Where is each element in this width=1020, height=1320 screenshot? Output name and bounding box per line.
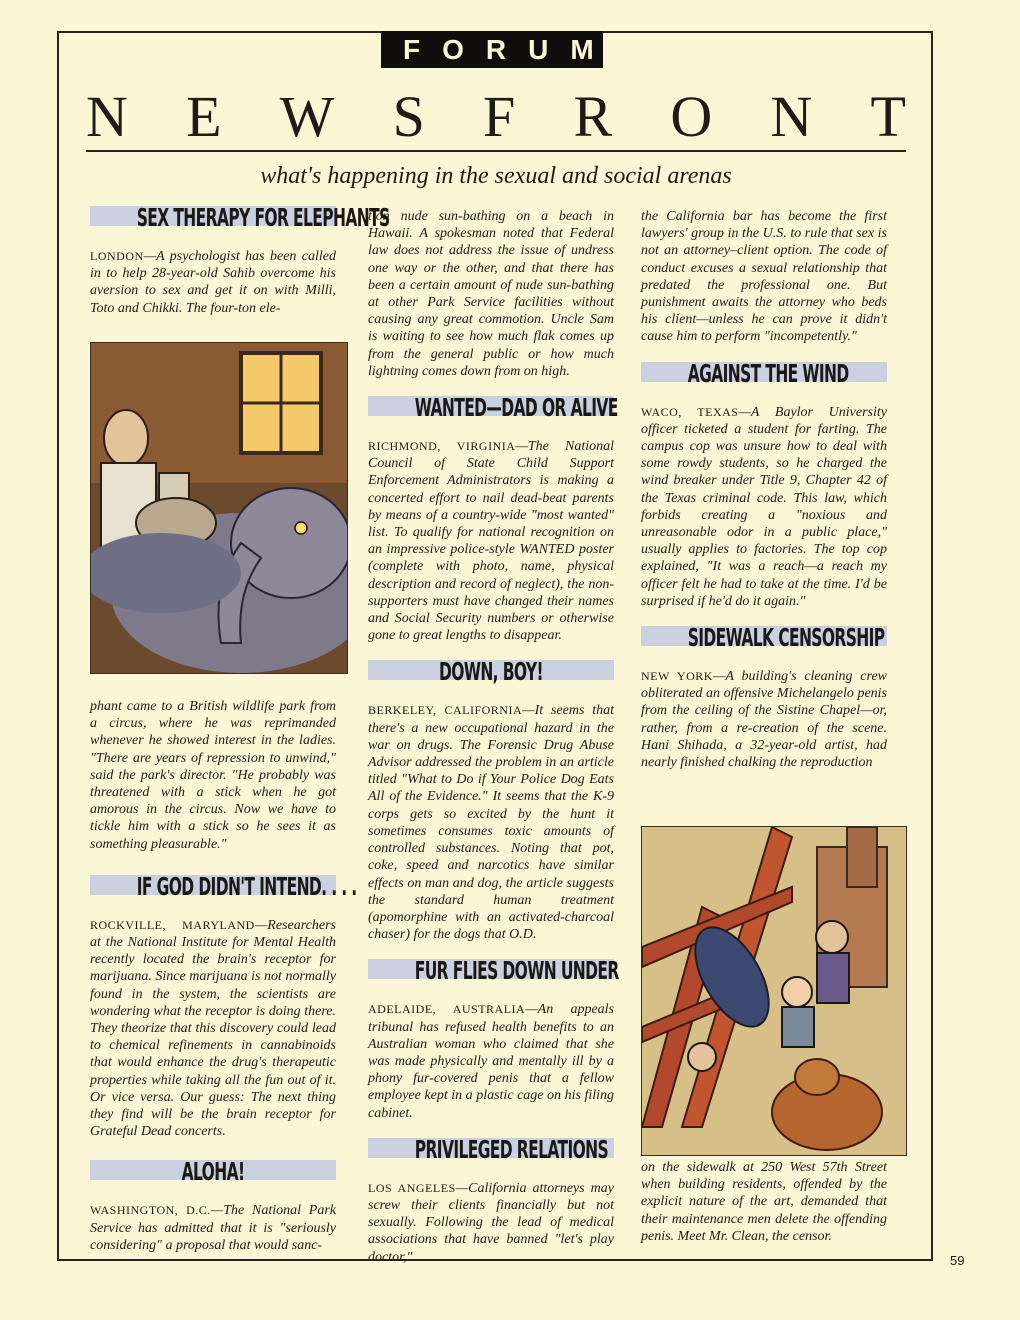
article-body: the California bar has become the first lawyers' group in the U.S. to rule that sex is not an attorney–client option. The code of conduct excuses a sexual relationship that predated the professional one. But punishment awaits the attorney who beds his client—unless he can prove it didn't cause him to perform "incompetently."	[641, 209, 887, 345]
article-body	[368, 1001, 614, 1121]
headline-text: FUR FLIES DOWN UNDER	[414, 956, 619, 986]
masthead-letter: T	[870, 83, 906, 149]
headline-text: PRIVILEGED RELATIONS	[414, 1134, 609, 1164]
masthead-letter: F	[483, 83, 516, 149]
article-body	[90, 1202, 336, 1254]
masthead-letter: N	[86, 83, 128, 149]
article-text: —It seems that there's a new occupational hazard in the war on drugs. The Forensic Drug Abuse Advisor addressed the problem in an article titled "What to Do if Your Police Dog Eats All of the Evidence." It seems that the K-9 corps gets so excited by the hunt it sometimes consumes toxic amounts of controlled substances. Noting that pot, coke, speed and narcotics have similar effects on man and dog, the article suggests the standard human treatment (apomorphine with an activated-charcoal chaser) for the dogs that O.D.	[368, 703, 615, 943]
article-text: —A building's cleaning crew obliterated an offensive Michelangelo penis from the ceiling of the Sistine Chapel—or, rather, from a re-creation of the scene. Hani Shihada, a 32-year-old artist, had nearly finished chalking the reproduction	[641, 669, 887, 771]
article-body: tion nude sun-bathing on a beach in Hawaii. A spokesman noted that Federal law does not address the issue of undress one way or the other, and that there has been a certain amount of nude sun-bathing at other Park Service facilities without causing any great commotion. Uncle Sam is waiting to see how much flak comes up from the general public or how much lightning comes down from on high.	[368, 209, 614, 379]
article-body	[90, 917, 336, 1141]
section-kicker: FORUM	[381, 31, 603, 68]
dateline: LONDON	[90, 249, 144, 263]
column-2	[368, 208, 619, 1266]
masthead-letter: R	[573, 83, 613, 149]
headline	[90, 200, 390, 236]
headline	[90, 869, 357, 905]
dateline: WASHINGTON, D.C.	[90, 1203, 211, 1218]
dateline: NEW YORK	[641, 669, 713, 684]
headline-text: IF GOD DIDN'T INTEND. . . .	[136, 871, 357, 901]
article-body	[641, 404, 887, 610]
dateline: BERKELEY, CALIFORNIA	[368, 703, 523, 718]
headline-text: SIDEWALK CENSORSHIP	[687, 623, 885, 653]
sidewalk-illustration	[641, 826, 907, 1156]
article-body: on the sidewalk at 250 West 57th Street when building residents, offended by the explicit nature of the art, demanded that their maintenance men delete the offending penis. Meet Mr. Clean, the censor.	[641, 1160, 887, 1244]
column-1	[90, 200, 390, 317]
article-text: —The National Park Service has admitted that it is "seriously considering" a proposal that would sanc-	[90, 1203, 337, 1253]
masthead-rule	[86, 150, 906, 152]
masthead-letter: S	[392, 83, 425, 149]
masthead-letter: E	[186, 83, 222, 149]
dateline: LOS ANGELES	[368, 1180, 456, 1195]
headline	[641, 356, 887, 392]
headline	[368, 953, 619, 989]
column-3	[641, 208, 887, 771]
article-text: —An appeals tribunal has refused health benefits to an Australian woman who claimed that she was made physically and mentally ill by a phony fur-covered penis that a fellow employee kept in a plastic cage on his filing cabinet.	[368, 1002, 614, 1121]
sidewalk-chalk-drawing	[642, 827, 906, 1155]
article-body	[641, 668, 887, 771]
headline	[368, 390, 618, 426]
tagline: what's happening in the sexual and social arenas	[260, 163, 732, 189]
headline	[641, 620, 887, 656]
headline	[90, 1154, 336, 1190]
headline	[368, 654, 614, 690]
article-text: —California attorneys may screw their clients financially but not sexually. Following the lead of medical associations that have banned "let's play doctor,"	[368, 1180, 614, 1265]
article-body	[90, 248, 336, 317]
article-body	[368, 438, 614, 644]
dateline: ROCKVILLE, MARYLAND	[90, 917, 255, 932]
masthead-letter: W	[279, 83, 335, 149]
masthead-letter: N	[770, 83, 813, 149]
headline-text: SEX THERAPY FOR ELEPHANTS	[136, 203, 390, 232]
headline	[368, 1132, 614, 1168]
article-body: phant came to a British wildlife park from a circus, where he was reprimanded whenever he showed interest in the ladies. "There are years of repression to unwind," said the park's director. "He probably was threatened with a stick when he got amorous in the circus. Now we have to tickle him with a stick so he sees it as something pleasurable."	[90, 699, 336, 852]
elephant-therapy-drawing	[91, 343, 347, 673]
article-text: —A Baylor University officer ticketed a student for farting. The campus cop was unsure how to deal with some rowdy students, so he charged the wind breaker under Title 9, Chapter 42 of the Texas criminal code. This law, which forbids creating a "noxious and unreasonable odor in a public place," usually applies to factories. The top cop explained, "It was a reach—a reach my officer felt he had to take at the time. I'd be surprised if he'd do it again."	[641, 404, 888, 609]
dateline: RICHMOND, VIRGINIA	[368, 439, 516, 454]
article-text: —Researchers at the National Institute for Mental Health recently located the brain's receptor for marijuana. Since marijuana is not normally found in the system, the scientists are wondering what the receptor is doing there. They theorize that this discovery could lead to chemical refinements in cannabinoids that would enhance the drug's therapeutic properties while taking all the fun out of it. Or vice versa. Our guess: The next thing they find will be the brain receptor for Grateful Dead concerts.	[90, 917, 336, 1140]
headline-text: ALOHA!	[181, 1157, 245, 1187]
article-body	[368, 1180, 614, 1266]
article-body	[368, 702, 614, 943]
dateline: ADELAIDE, AUSTRALIA	[368, 1002, 526, 1017]
article-text: —The National Council of State Child Support Enforcement Administrators is making a concerted effort to nail dead-beat parents by means of a country-wide "most wanted" list. To qualify for national recognition on an impressive police-style WANTED poster (complete with photo, name, physical description and record of neglect), the non-supporters must have changed their names and Social Security numbers or otherwise gone to great lengths to disappear.	[368, 439, 614, 644]
article-text: —A psychologist has been called in to help 28-year-old Sahib overcome his aversion to sex and get it on with Milli, Toto and Chikki. The four-ton ele-	[90, 249, 336, 316]
column-3-continued	[641, 1159, 887, 1245]
column-1-continued	[90, 698, 357, 1254]
headline-text: DOWN, BOY!	[439, 657, 543, 687]
headline-text: AGAINST THE WIND	[687, 358, 849, 388]
dateline: WACO, TEXAS	[641, 404, 739, 419]
elephant-illustration	[90, 342, 348, 674]
masthead	[86, 83, 906, 149]
page-number: 59	[950, 1253, 965, 1268]
masthead-letter: O	[670, 83, 713, 149]
headline-text: WANTED—DAD OR ALIVE	[414, 393, 618, 423]
